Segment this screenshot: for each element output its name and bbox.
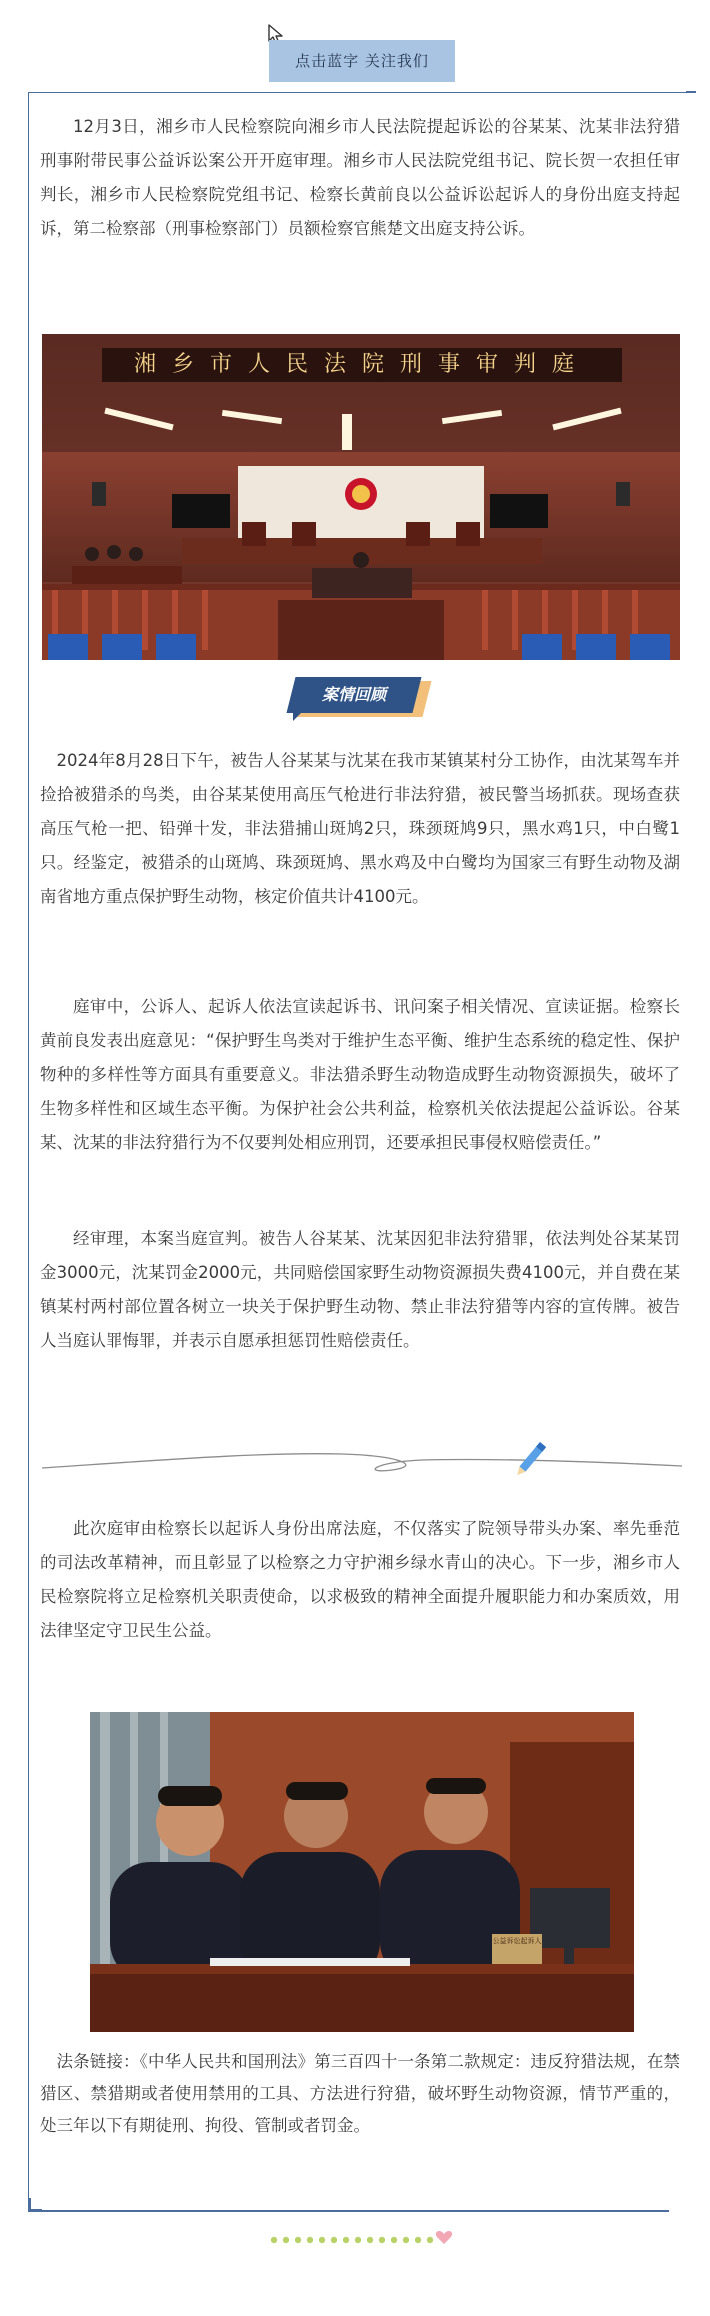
pen-squiggle-divider-icon (42, 1432, 682, 1492)
courtroom-photo (42, 334, 680, 660)
intro-paragraph: 12月3日，湘乡市人民检察院向湘乡市人民法院提起诉讼的谷某某、沈某非法狩猎刑事附带民事公益诉讼案公开开庭审理。湘乡市人民法院党组书记、院长贺一农担任审判长，湘乡市人民检察院党组书记、检察长黄前良以公益诉讼起诉人的身份出庭支持起诉，第二检察部（刑事检察部门）员额检察官熊楚文出庭支持公诉。 (40, 117, 680, 238)
dots-heart-ornament-icon (268, 2226, 458, 2250)
follow-us-button[interactable]: 点击蓝字 关注我们 (269, 40, 455, 82)
prosecutors-photo (90, 1712, 634, 2032)
section-banner (291, 677, 431, 727)
law-reference: 法条链接：《中华人民共和国刑法》第三百四十一条第二款规定：违反狩猎法规，在禁猎区、禁猎期或者使用禁用的工具、方法进行狩猎，破坏野生动物资源，情节严重的，处三年以下有期徒刑、拘役、管制或者罚金。 (40, 2052, 680, 2135)
case-paragraph-2: 庭审中，公诉人、起诉人依法宣读起诉书、讯问案子相关情况、宣读证据。检察长黄前良发表出庭意见：“保护野生鸟类对于维护生态平衡、维护生态系统的稳定性、保护物种的多样性等方面具有重要意义。非法猎杀野生动物造成野生动物资源损失，破坏了生物多样性和区域生态平衡。为保护社会公共利益，检察机关依法提起公益诉讼。谷某某、沈某的非法狩猎行为不仅要判处相应刑罚，还要承担民事侵权赔偿责任。” (40, 997, 680, 1152)
case-paragraph-3: 经审理，本案当庭宣判。被告人谷某某、沈某因犯非法狩猎罪，依法判处谷某某罚金3000元，沈某罚金2000元，共同赔偿国家野生动物资源损失费4100元，并自费在某镇某村两村部位置各树立一块关于保护野生动物、禁止非法狩猎等内容的宣传牌。被告人当庭认罪悔罪，并表示自愿承担惩罚性赔偿责任。 (40, 1229, 680, 1350)
section-title: 案情回顾 (321, 685, 386, 704)
follow-header (265, 22, 455, 84)
desk-nameplate: 公益诉讼起诉人 (492, 1937, 542, 1945)
closing-paragraph: 此次庭审由检察长以起诉人身份出席法庭，不仅落实了院领导带头办案、率先垂范的司法改革精神，而且彰显了以检察之力守护湘乡绿水青山的决心。下一步，湘乡市人民检察院将立足检察机关职责使命，以求极致的精神全面提升履职能力和办案质效，用法律坚定守卫民生公益。 (40, 1519, 680, 1640)
courtroom-sign: 湘乡市人民法院刑事审判庭 (133, 352, 590, 377)
case-paragraph-1: 2024年8月28日下午，被告人谷某某与沈某在我市某镇某村分工协作，由沈某驾车并捡拾被猎杀的鸟类，由谷某某使用高压气枪进行非法狩猎，被民警当场抓获。现场查获高压气枪一把、铅弹十发，非法猎捕山斑鸠2只，珠颈斑鸠9只，黑水鸡1只，中白鹭1只。经鉴定，被猎杀的山斑鸠、珠颈斑鸠、黑水鸡及中白鹭均为国家三有野生动物及湖南省地方重点保护野生动物，核定价值共计4100元。 (40, 751, 680, 906)
